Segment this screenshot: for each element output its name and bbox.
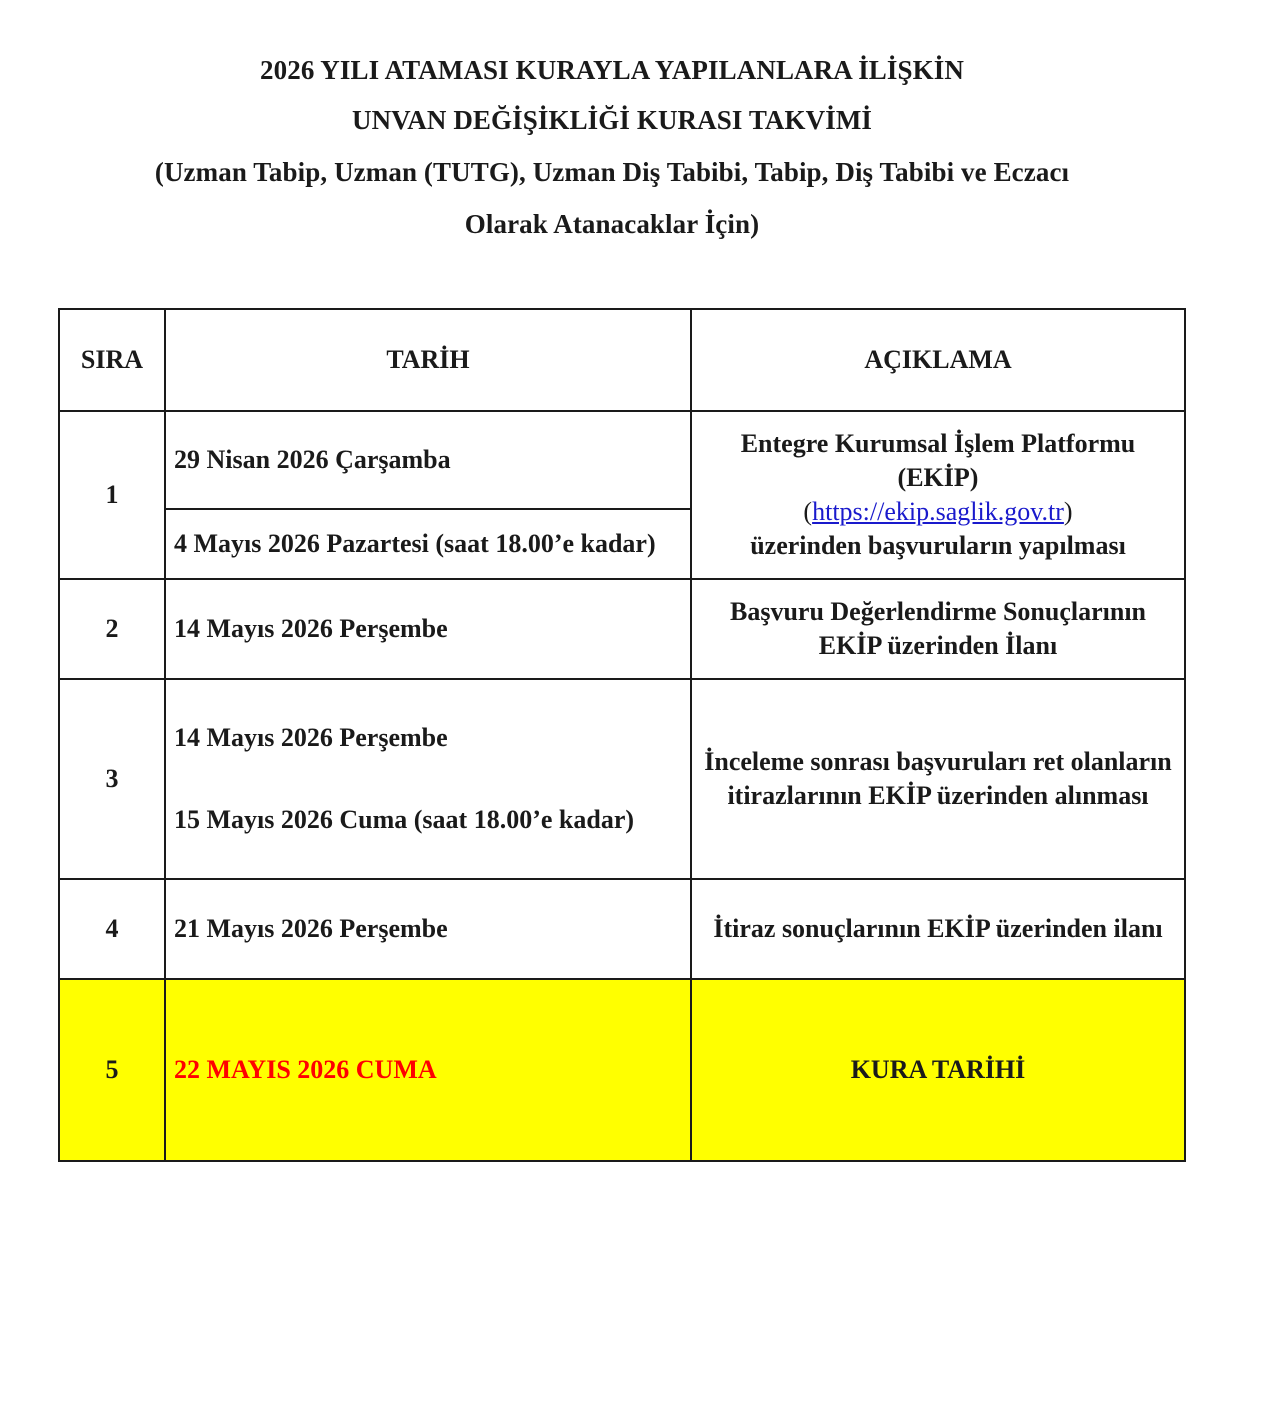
row-1-aciklama-post: üzerinden başvuruların yapılması <box>750 531 1126 560</box>
schedule-table <box>58 308 1186 1162</box>
table-row <box>59 579 1185 679</box>
row-3-tarih-start: 14 Mayıs 2026 Perşembe <box>174 723 448 752</box>
row-3-sira: 3 <box>59 679 165 879</box>
title-line-4: Olarak Atanacaklar İçin) <box>464 209 760 239</box>
row-4-sira: 4 <box>59 879 165 979</box>
title-line-3: (Uzman Tabip, Uzman (TUTG), Uzman Diş Tabibi, Tabip, Diş Tabibi ve Eczacı <box>154 157 1070 187</box>
row-4-aciklama: İtiraz sonuçlarının EKİP üzerinden ilanı <box>691 879 1185 979</box>
header-sira: SIRA <box>59 309 165 411</box>
row-1-tarih-end: 4 Mayıs 2026 Pazartesi (saat 18.00’e kadar) <box>165 509 691 579</box>
row-4-tarih: 21 Mayıs 2026 Perşembe <box>165 879 691 979</box>
row-2-aciklama: Başvuru Değerlendirme Sonuçlarının EKİP üzerinden İlanı <box>691 579 1185 679</box>
table-row <box>59 879 1185 979</box>
document-title <box>0 50 1224 254</box>
paren-open: ( <box>803 497 813 526</box>
table-row <box>59 679 1185 879</box>
header-tarih: TARİH <box>165 309 691 411</box>
row-3-tarih <box>165 679 691 879</box>
row-1-tarih-start: 29 Nisan 2026 Çarşamba <box>165 411 691 509</box>
title-line-2: UNVAN DEĞİŞİKLİĞİ KURASI TAKVİMİ <box>351 105 873 135</box>
header-aciklama: AÇIKLAMA <box>691 309 1185 411</box>
table-header-row <box>59 309 1185 411</box>
row-2-tarih: 14 Mayıs 2026 Perşembe <box>165 579 691 679</box>
row-1-aciklama <box>691 411 1185 579</box>
row-3-tarih-end: 15 Mayıs 2026 Cuma (saat 18.00’e kadar) <box>174 805 635 834</box>
row-1-sira: 1 <box>59 411 165 579</box>
row-2-sira: 2 <box>59 579 165 679</box>
table-row <box>59 411 1185 509</box>
ekip-link[interactable]: https://ekip.saglik.gov.tr <box>812 497 1064 526</box>
table-row-highlighted <box>59 979 1185 1161</box>
row-5-tarih: 22 MAYIS 2026 CUMA <box>165 979 691 1161</box>
row-5-sira: 5 <box>59 979 165 1161</box>
paren-close: ) <box>1063 497 1073 526</box>
row-3-aciklama: İnceleme sonrası başvuruları ret olanların itirazlarının EKİP üzerinden alınması <box>691 679 1185 879</box>
title-line-1: 2026 YILI ATAMASI KURAYLA YAPILANLARA İLİŞKİN <box>260 55 964 85</box>
row-5-aciklama: KURA TARİHİ <box>691 979 1185 1161</box>
row-1-aciklama-text: Entegre Kurumsal İşlem Platformu (EKİP) <box>740 429 1136 492</box>
